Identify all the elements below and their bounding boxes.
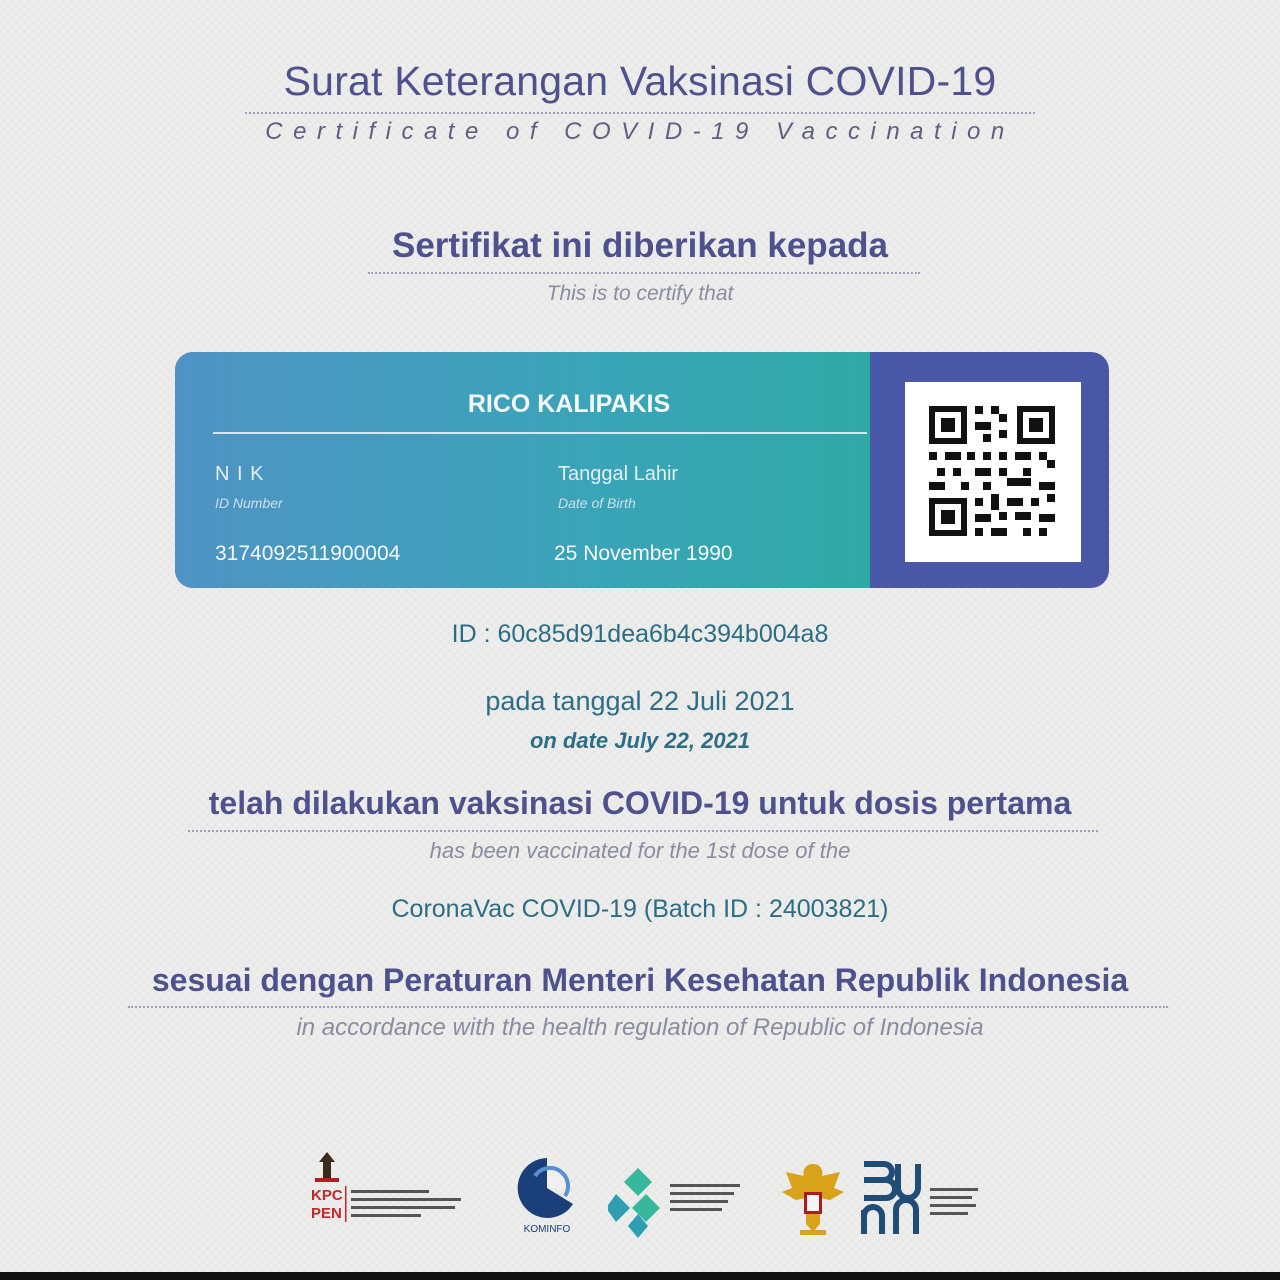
holder-name-divider — [213, 432, 867, 434]
holder-card — [175, 352, 1109, 588]
certify-divider — [368, 272, 920, 274]
certify-heading: Sertifikat ini diberikan kepada — [392, 226, 888, 265]
nik-value: 3174092511900004 — [215, 542, 401, 565]
regulation-divider — [128, 1006, 1168, 1008]
dose-divider — [188, 830, 1098, 832]
dob-label-en: Date of Birth — [558, 495, 636, 511]
kemenkes-logo-icon — [608, 1160, 758, 1240]
nik-label-en: ID Number — [215, 495, 283, 511]
garuda-emblem-icon — [778, 1158, 848, 1240]
kominfo-mark: KOMINFO — [523, 1224, 571, 1235]
certificate-subtitle: Certificate of COVID-19 Vaccination — [265, 118, 1015, 145]
qr-code-graphic — [905, 382, 1081, 562]
certificate-id: ID : 60c85d91dea6b4c394b004a8 — [451, 620, 829, 648]
vaccine-batch: CoronaVac COVID-19 (Batch ID : 24003821) — [391, 895, 889, 923]
partner-logos — [0, 1140, 1280, 1250]
certificate-title: Surat Keterangan Vaksinasi COVID-19 — [283, 58, 997, 104]
title-divider — [245, 112, 1035, 114]
nik-label: N I K — [215, 463, 265, 485]
bumn-logo-icon — [858, 1154, 988, 1242]
regulation-statement-en: in accordance with the health regulation of Republic of Indonesia — [296, 1014, 984, 1041]
holder-name: RICO KALIPAKIS — [467, 390, 671, 418]
regulation-statement: sesuai dengan Peraturan Menteri Kesehatan Republik Indonesia — [151, 962, 1129, 998]
kpcpen-mark-line1: KPC — [311, 1187, 343, 1204]
vaccination-date: pada tanggal 22 Juli 2021 — [485, 686, 795, 716]
holder-info-panel — [175, 352, 870, 588]
kpcpen-mark-line2: PEN — [311, 1205, 342, 1222]
dose-statement: telah dilakukan vaksinasi COVID-19 untuk dosis pertama — [208, 785, 1072, 821]
qr-code-icon — [905, 382, 1081, 562]
dose-statement-en: has been vaccinated for the 1st dose of the — [429, 838, 851, 863]
bottom-edge-bar — [0, 1272, 1280, 1280]
vaccination-date-en: on date July 22, 2021 — [529, 728, 751, 753]
dob-value: 25 November 1990 — [554, 542, 733, 565]
certify-heading-en: This is to certify that — [546, 282, 734, 305]
kpcpen-logo-icon — [305, 1148, 480, 1243]
kominfo-logo-icon — [505, 1152, 590, 1237]
dob-label: Tanggal Lahir — [558, 463, 679, 485]
